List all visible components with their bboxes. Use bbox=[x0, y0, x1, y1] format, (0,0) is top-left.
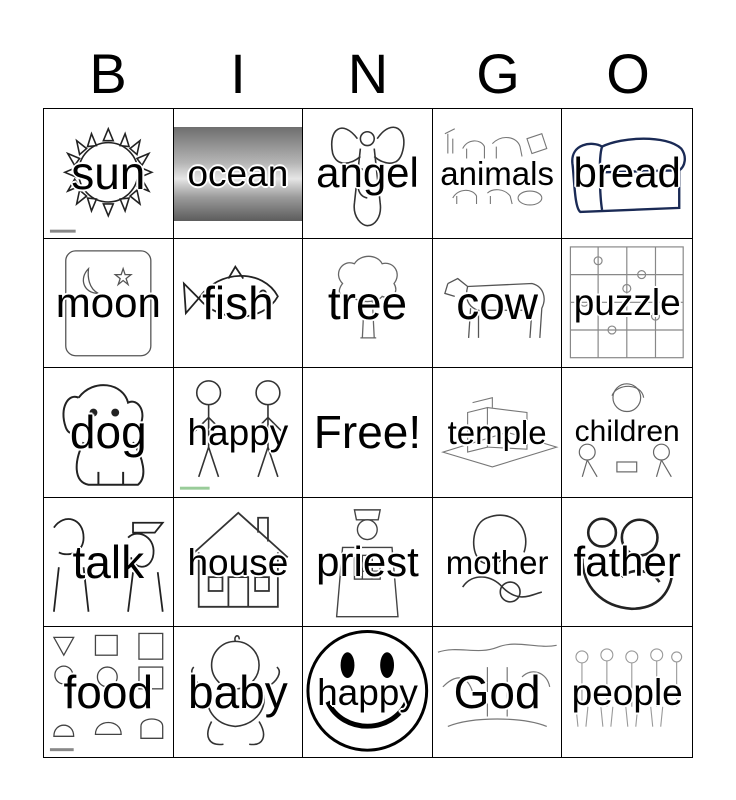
cell-word: food bbox=[63, 666, 154, 719]
bingo-cell-happy-smiley[interactable] bbox=[303, 627, 433, 757]
cell-word: temple bbox=[447, 413, 547, 451]
bingo-cell-food[interactable] bbox=[44, 627, 174, 757]
bingo-cell-tree[interactable] bbox=[303, 239, 433, 369]
header-letter-b: B bbox=[89, 42, 127, 105]
bingo-cell-baby[interactable] bbox=[174, 627, 304, 757]
bingo-cell-angel[interactable] bbox=[303, 109, 433, 239]
cell-word: cow bbox=[456, 276, 538, 329]
bingo-board bbox=[43, 108, 693, 758]
bingo-cell-fish[interactable] bbox=[174, 239, 304, 369]
bingo-cell-sun[interactable] bbox=[44, 109, 174, 239]
bingo-cell-moon[interactable] bbox=[44, 239, 174, 369]
header-letter-n: N bbox=[347, 42, 389, 105]
bingo-cell-dog[interactable] bbox=[44, 368, 174, 498]
cell-word: people bbox=[571, 671, 683, 713]
bingo-cell-mother[interactable] bbox=[433, 498, 563, 628]
cell-word: happy bbox=[187, 411, 289, 453]
cell-word: fish bbox=[202, 276, 274, 329]
bingo-cell-temple[interactable] bbox=[433, 368, 563, 498]
bingo-header bbox=[43, 40, 693, 108]
cell-word: father bbox=[573, 538, 681, 586]
bingo-cell-priest[interactable] bbox=[303, 498, 433, 628]
cell-word: animals bbox=[440, 154, 554, 192]
cell-word: bread bbox=[573, 149, 681, 197]
cell-word: priest bbox=[316, 538, 419, 586]
cell-word: house bbox=[187, 541, 289, 583]
bingo-cell-ocean[interactable] bbox=[174, 109, 304, 239]
cell-word: sun bbox=[71, 147, 146, 200]
bingo-cell-talk[interactable] bbox=[44, 498, 174, 628]
bingo-cell-children[interactable] bbox=[562, 368, 692, 498]
bingo-cell-free[interactable] bbox=[303, 368, 433, 498]
cell-word: mother bbox=[445, 543, 549, 581]
cell-word: moon bbox=[55, 278, 161, 326]
bingo-cell-father[interactable] bbox=[562, 498, 692, 628]
cell-word: happy bbox=[317, 671, 418, 713]
cell-word: tree bbox=[327, 276, 408, 329]
bingo-cell-bread[interactable] bbox=[562, 109, 692, 239]
cell-word: children bbox=[574, 415, 680, 449]
bingo-cell-god[interactable] bbox=[433, 627, 563, 757]
cell-word: ocean bbox=[187, 152, 289, 194]
bingo-cell-happy-kids[interactable] bbox=[174, 368, 304, 498]
bingo-cell-house[interactable] bbox=[174, 498, 304, 628]
cell-word: baby bbox=[188, 666, 288, 719]
cell-word: God bbox=[453, 666, 541, 719]
cell-word: dog bbox=[69, 406, 147, 459]
bingo-cell-puzzle[interactable] bbox=[562, 239, 692, 369]
cell-word: talk bbox=[72, 536, 145, 589]
bingo-cell-cow[interactable] bbox=[433, 239, 563, 369]
cell-word-free: Free! bbox=[313, 406, 422, 459]
bingo-cell-animals[interactable] bbox=[433, 109, 563, 239]
cell-word: angel bbox=[316, 149, 419, 197]
header-letter-i: I bbox=[230, 42, 246, 105]
header-letter-g: G bbox=[476, 42, 520, 105]
cell-word: puzzle bbox=[573, 282, 681, 324]
header-letter-o: O bbox=[606, 42, 650, 105]
bingo-cell-people[interactable] bbox=[562, 627, 692, 757]
